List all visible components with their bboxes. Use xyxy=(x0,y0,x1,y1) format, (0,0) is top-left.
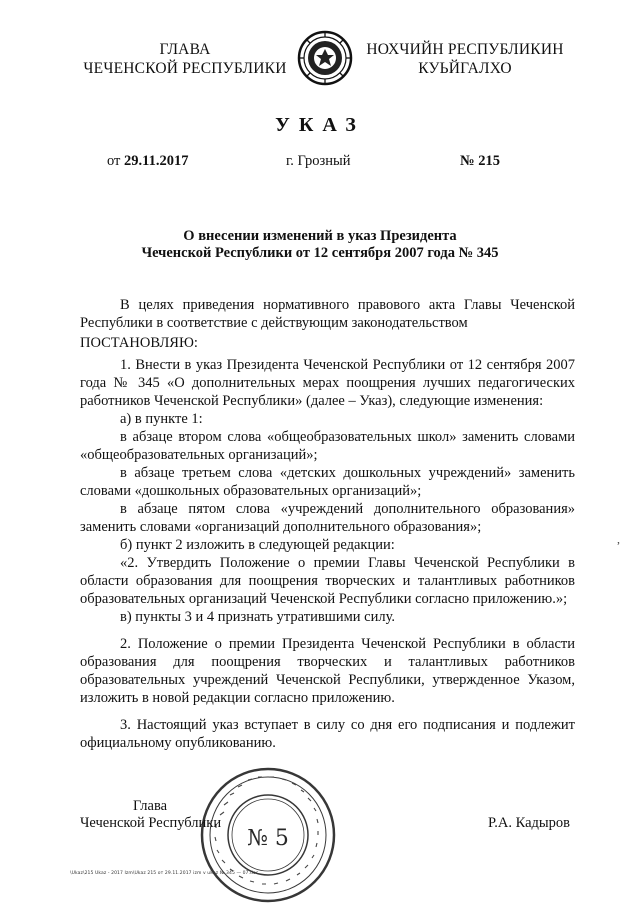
paragraph-1a-2: в абзаце третьем слова «детских дошкольных учреждений» заменить словами «дошкольных образовательных организаций»; xyxy=(80,465,575,499)
document-date xyxy=(107,153,188,170)
header-right-line1: НОХЧИЙН РЕСПУБЛИКИН xyxy=(366,41,564,58)
paragraph-1a-1: в абзаце втором слова «общеобразовательных школ» заменить словами «общеобразовательных организаций»; xyxy=(80,429,575,463)
header-left xyxy=(80,40,290,78)
signature-title-line2: Чеченской Республики xyxy=(80,815,222,831)
signature-title-line1: Глава xyxy=(133,798,168,814)
signature-title xyxy=(80,798,221,832)
document-city: г. Грозный xyxy=(286,153,351,169)
footer-file-path: \Ukaz\215 Ukaz - 2017 Izm\Ukaz 215 от 29.11.2017 izm v ukaz № 345 — 07.doc xyxy=(70,871,259,876)
official-stamp xyxy=(198,765,338,905)
header-left-line1: ГЛАВА xyxy=(159,41,211,58)
decree-word: ПОСТАНОВЛЯЮ: xyxy=(80,335,198,351)
paragraph-1c: в) пункты 3 и 4 признать утратившими силу. xyxy=(120,609,396,625)
date-value: 29.11.2017 xyxy=(124,153,189,169)
header-right xyxy=(360,40,570,78)
date-prefix: от xyxy=(107,153,121,169)
document-title: УКАЗ xyxy=(275,114,365,136)
coat-of-arms-emblem xyxy=(297,30,353,86)
paragraph-1: 1. Внести в указ Президента Чеченской Республики от 12 сентября 2007 года № 345 «О дополнительных мерах поощрения лучших педагогических работников Чеченской Республики» (далее – Указ), следующие изменения: xyxy=(80,357,575,409)
document-body xyxy=(80,296,575,752)
header-left-line2: ЧЕЧЕНСКОЙ РЕСПУБЛИКИ xyxy=(83,60,287,77)
document-subject xyxy=(0,228,640,262)
paragraph-1a: а) в пункте 1: xyxy=(120,411,203,427)
header-right-line2: КУЬЙГАЛХО xyxy=(418,60,512,77)
margin-mark: , xyxy=(617,532,620,546)
stamp-number: № 5 xyxy=(247,826,289,851)
paragraph-1b-1: «2. Утвердить Положение о премии Главы Чеченской Республики в области образования для поощрения творческих и талантливых работников образовательных организаций Чеченской Республики согласно приложению.»; xyxy=(80,555,575,607)
subject-line1: О внесении изменений в указ Президента xyxy=(183,228,457,244)
document-number: № 215 xyxy=(460,153,500,169)
subject-line2: Чеченской Республики от 12 сентября 2007 года № 345 xyxy=(141,245,499,261)
paragraph-1b: б) пункт 2 изложить в следующей редакции: xyxy=(120,537,395,553)
paragraph-1a-3: в абзаце пятом слова «учреждений дополнительного образования» заменить словами «организаций дополнительного образования»; xyxy=(80,501,575,535)
paragraph-2: 2. Положение о премии Президента Чеченской Республики в области образования для поощрения творческих и талантливых работников образовательных учреждений Чеченской Республики, утвержденное Указом, изложить в новой редакции согласно приложению. xyxy=(80,636,575,706)
preamble: В целях приведения нормативного правового акта Главы Чеченской Республики в соответствие с действующим законодательством xyxy=(80,297,575,331)
paragraph-3: 3. Настоящий указ вступает в силу со дня его подписания и подлежит официальному опубликованию. xyxy=(80,717,575,751)
signatory-name: Р.А. Кадыров xyxy=(488,815,570,831)
